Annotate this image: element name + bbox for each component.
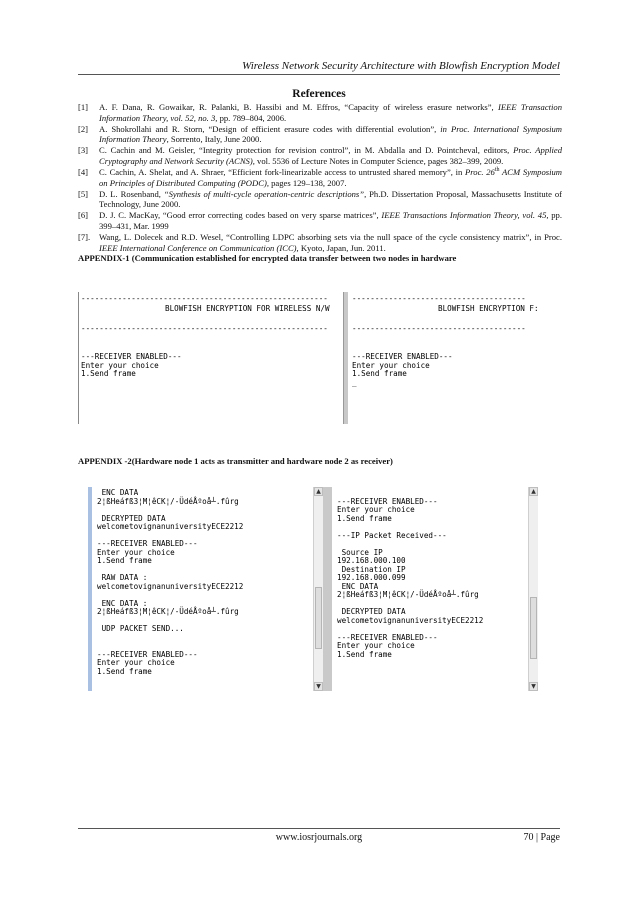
reference-text: A. F. Dana, R. Gowaikar, R. Palanki, B. Hassibi and M. Effros, “Capacity of wireless erasure networks”, <box>99 102 498 112</box>
console-dash-line: ------------------------------------------------------ <box>81 324 328 333</box>
reference-number: [4] <box>78 167 89 178</box>
console-banner: BLOWFISH ENCRYPTION FOR WIRELESS N/W <box>165 304 330 313</box>
scrollbar-receiver[interactable] <box>528 487 538 691</box>
reference-number: [2] <box>78 123 89 134</box>
reference-text: C. Cachin, A. Shelat, and A. Shraer, “Efficient fork-linearizable access to untrusted shared memory”, in <box>99 167 465 178</box>
reference-number: [5] <box>78 188 89 199</box>
reference-item <box>78 124 562 145</box>
header-rule <box>78 74 560 75</box>
scroll-thumb[interactable] <box>530 597 537 659</box>
reference-source: IEEE International Conference on Communication (ICC) <box>99 242 297 253</box>
reference-source: Proc. Applied Cryptography and Network Security (ACNS) <box>99 145 563 166</box>
console-window-node-1 <box>78 292 344 424</box>
window-divider <box>323 487 332 691</box>
reference-text: , pp. 399–431, Mar. 1999 <box>99 210 562 232</box>
reference-text: , pp. 789–804, 2006. <box>215 112 287 123</box>
scroll-down-arrow-icon[interactable]: ▼ <box>529 682 538 691</box>
references-list <box>78 102 562 254</box>
console-dash-line: -------------------------------------- <box>352 294 526 303</box>
reference-text: Wang, L. Dolecek and R.D. Wesel, “Controlling LDPC absorbing sets via the null space of the cycle consistency matrix”, in Proc. <box>99 232 562 243</box>
appendix-1-title: APPENDIX-1 (Communication established for encrypted data transfer between two nodes in hardware <box>78 253 457 263</box>
running-head: Wireless Network Security Architecture with Blowfish Encryption Model <box>242 60 560 72</box>
reference-source: IEEE Transaction Information Theory, vol. 52, no. 3 <box>99 102 562 123</box>
reference-item <box>78 189 562 210</box>
console-window-transmitter <box>95 487 311 691</box>
console-output: ENC DATA 2¦ßHeáfß3¦M¦êCK¦/-ÜdéÅºoå┴.fûrg DECRYPTED DATA welcometovignanuniversityECE2212 ---RECEIVER ENABLED--- Enter your choice 1.Send frame RAW DATA : welcometovignanuniversityECE2212 ENC DATA : 2¦ßHeáfß3¦M¦êCK¦/-ÜdéÅºoå┴.fûrg UDP PACKET SEND... ---RECEIVER ENABLED--- Enter your choice 1.Send frame <box>97 488 244 676</box>
reference-text: D. L. Rosenband, <box>99 188 164 199</box>
reference-text: , Sorrento, Italy, June 2000. <box>166 134 262 145</box>
reference-item <box>78 145 562 166</box>
console-window-node-2 <box>348 292 560 424</box>
reference-source: IEEE Transactions Information Theory, vol. 45 <box>381 210 547 221</box>
reference-number: [1] <box>78 102 89 112</box>
reference-source: “Synthesis of multi-cycle operation-centric descriptions” <box>163 188 365 199</box>
reference-source: Proc. 26 <box>465 167 495 178</box>
scroll-thumb[interactable] <box>315 587 322 649</box>
reference-text: D. J. C. MacKay, “Good error correcting codes based on very sparse matrices”, <box>99 210 382 221</box>
footer-website: www.iosrjournals.org <box>275 832 363 843</box>
window-frame-edge <box>88 487 92 691</box>
reference-source: in Proc. International Symposium Information Theory <box>99 123 562 145</box>
scroll-down-arrow-icon[interactable]: ▼ <box>314 682 323 691</box>
reference-item <box>78 232 562 253</box>
reference-item <box>78 210 562 231</box>
reference-text: C. Cachin and M. Geisler, “Integrity protection for revision control”, in M. Abdalla and D. Pointcheval, editors, <box>99 145 514 156</box>
console-output: ---RECEIVER ENABLED--- Enter your choice 1.Send frame ---IP Packet Received--- Source IP 192.168.000.100 Destination IP 192.168.000.099 ENC DATA 2¦ßHeáfß3¦M¦êCK¦/-ÜdéÅºoå┴.fûrg DECRYPTED DATA welcometovignanuniversityECE2212 ---RECEIVER ENABLED--- Enter your choice 1.Send frame <box>337 496 484 659</box>
console-dash-line: -------------------------------------- <box>352 324 526 333</box>
references-title: References <box>292 88 346 100</box>
reference-text: A. Shokrollahi and R. Storn, “Design of efficient erasure codes with differential evolution”, <box>99 123 441 134</box>
reference-text: , vol. 5536 of Lecture Notes in Computer Science, pages 382–399, 2009. <box>252 155 504 166</box>
reference-superscript: th <box>494 167 500 174</box>
scrollbar-transmitter[interactable] <box>313 487 323 691</box>
reference-text: , Kyoto, Japan, Jun. 2011. <box>296 242 386 253</box>
scroll-up-arrow-icon[interactable]: ▲ <box>529 487 538 496</box>
console-banner: BLOWFISH ENCRYPTION F: <box>438 304 539 313</box>
reference-source: ACM Symposium on Principles of Distributed Computing (PODC) <box>99 167 563 188</box>
reference-item <box>78 167 562 188</box>
footer-rule <box>78 828 560 829</box>
scroll-up-arrow-icon[interactable]: ▲ <box>314 487 323 496</box>
console-dash-line: ------------------------------------------------------ <box>81 294 328 303</box>
reference-number: [3] <box>78 145 89 156</box>
reference-text: , Ph.D. Dissertation Proposal, Massachusetts Institute of Technology, June 2000. <box>99 188 562 210</box>
footer-page-number: 70 | Page <box>523 832 560 843</box>
console-output: ---RECEIVER ENABLED--- Enter your choice 1.Send frame <box>81 352 182 378</box>
reference-number: [7]. <box>78 232 91 243</box>
console-window-receiver <box>335 487 513 691</box>
reference-item <box>78 102 562 123</box>
reference-text: , pages 129–138, 2007. <box>266 177 347 188</box>
console-output: ---RECEIVER ENABLED--- Enter your choice 1.Send frame _ <box>352 352 453 387</box>
reference-number: [6] <box>78 210 89 221</box>
appendix-2-title: APPENDIX -2(Hardware node 1 acts as transmitter and hardware node 2 as receiver) <box>78 456 393 466</box>
